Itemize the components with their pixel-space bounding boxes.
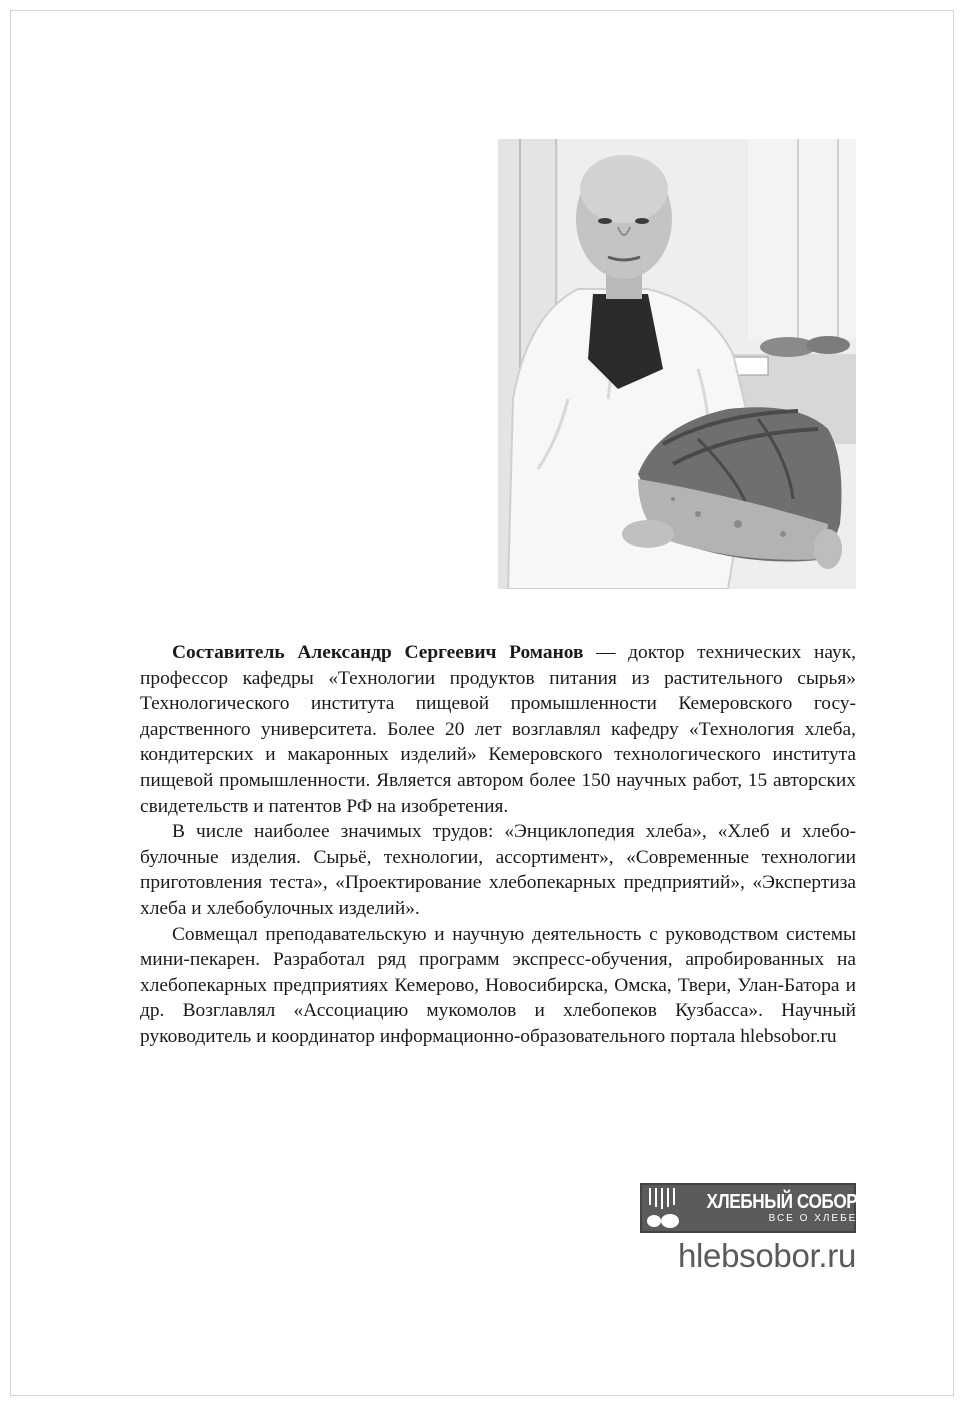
wheat-loaf-icon (642, 1185, 682, 1231)
bio-paragraph-2: В числе наиболее значимых трудов: «Энциклопедия хлеба», «Хлеб и хлебобулочные изделия. Сырьё, технологии, ассортимент», «Современные технологии приготовления теста», «Проектирование хлебопекарных предприятий», «Экспертиза хлеба и хлебобулочных изделий». (140, 821, 856, 919)
hlebsobor-logo (640, 1183, 856, 1275)
author-biography (140, 640, 856, 1050)
author-photo (498, 139, 856, 589)
logo-title: ХЛЕБНЫЙ СОБОР (706, 1191, 858, 1213)
bio-paragraph-3: Совмещал преподавательскую и научную деятельность с руководством системы мини-пекарен. Разработал ряд программ экспресс-обучения, апробированных на хлебопекарных предприятиях Кемерово, Новосибирска, Омска, Твери, Улан-Батора и др. Возглавлял «Ассоциацию мукомолов и хлебопеков Кузбасса». Научный руководитель и координатор информационно-образовательного портала hlebsobor.ru (140, 923, 856, 1047)
logo-badge (640, 1183, 856, 1233)
bio-paragraph-1-text: — доктор технических наук, профессор кафедры «Технологии продуктов питания из растительного сырья» Технологического института пищевой промышленности Кемеровского государственного университета. Более 20 лет возглавлял кафедру «Технология хлеба, кондитерских и макаронных изделий» Кемеровского технологического института пищевой промышленности. Является автором более 150 научных работ, 15 авторских свидетельств и патентов РФ на изобретения. (140, 642, 856, 817)
author-name: Составитель Александр Сергеевич Романов (172, 642, 584, 663)
bio-paragraph-1 (140, 640, 856, 819)
logo-url: hlebsobor.ru (677, 1237, 856, 1274)
logo-subtitle: ВСЕ О ХЛЕБЕ (768, 1213, 858, 1224)
